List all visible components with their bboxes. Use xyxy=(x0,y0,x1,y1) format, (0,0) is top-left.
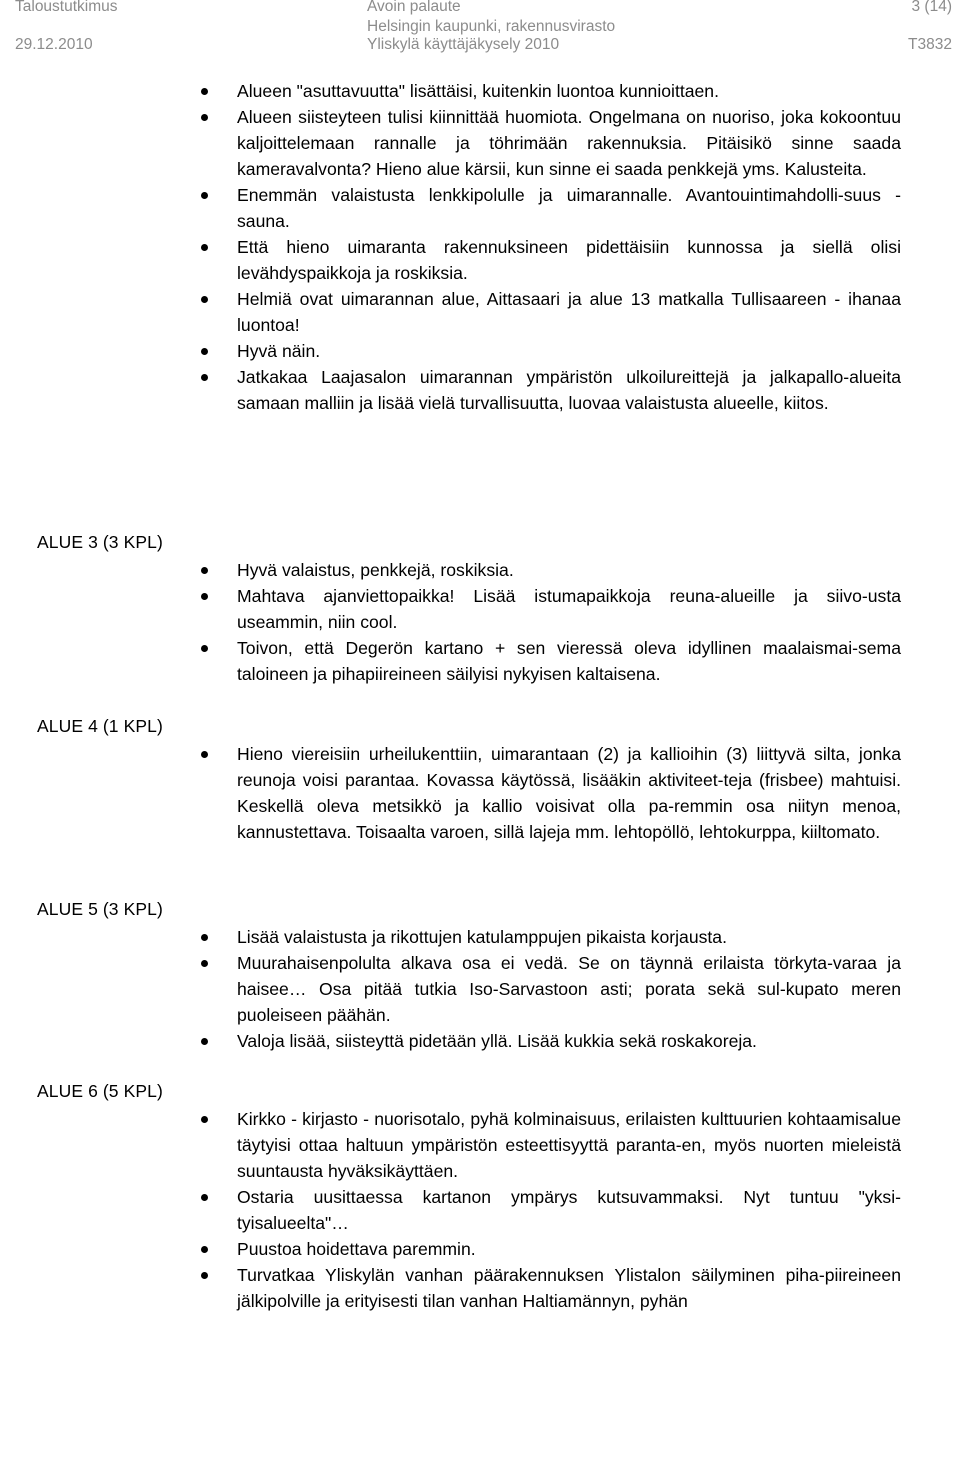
bullet-icon xyxy=(201,192,208,199)
list-item: Hyvä valaistus, penkkejä, roskiksia. xyxy=(201,557,901,583)
list-item: Kirkko - kirjasto - nuorisotalo, pyhä kolminaisuus, erilaisten kulttuurien kohtaamisalue täytyisi ottaa haltuun ympäristön esteettisyyttä paranta-en, myös nuorten mieleistä suuntausta hyväksikäyttäen. xyxy=(201,1106,901,1184)
header-date: 29.12.2010 xyxy=(15,36,93,53)
list-item: Valoja lisää, siisteyttä pidetään yllä. Lisää kukkia sekä roskakoreja. xyxy=(201,1028,901,1054)
bullet-icon xyxy=(201,1246,208,1253)
list-item: Jatkakaa Laajasalon uimarannan ympäristön ulkoilureittejä ja jalkapallo-alueita samaan malliin ja lisää vielä turvallisuutta, luovaa valaistusta alueelle, kiitos. xyxy=(201,364,901,416)
list-item: Helmiä ovat uimarannan alue, Aittasaari ja alue 13 matkalla Tullisaareen - ihanaa luontoa! xyxy=(201,286,901,338)
section-alue-5 xyxy=(201,924,901,1054)
section-alue-3 xyxy=(201,557,901,687)
bullet-icon xyxy=(201,296,208,303)
bullet-icon xyxy=(201,348,208,355)
header-title-line1: Avoin palaute xyxy=(367,0,461,15)
bullet-icon xyxy=(201,1194,208,1201)
header-survey: Yliskylä käyttäjäkysely 2010 xyxy=(367,36,560,53)
header-title xyxy=(367,0,615,38)
bullet-icon xyxy=(201,960,208,967)
bullet-icon xyxy=(201,374,208,381)
bullet-icon xyxy=(201,567,208,574)
bullet-icon xyxy=(201,1272,208,1279)
section-continued xyxy=(201,78,901,416)
bullet-icon xyxy=(201,1116,208,1123)
bullet-icon xyxy=(201,1038,208,1045)
list-item: Enemmän valaistusta lenkkipolulle ja uimarannalle. Avantouintimahdolli-suus - sauna. xyxy=(201,182,901,234)
bullet-icon xyxy=(201,244,208,251)
header-doc-code: T3832 xyxy=(908,36,952,53)
list-item: Muurahaisenpolulta alkava osa ei vedä. Se on täynnä erilaista törkyta-varaa ja haisee… Osa pitää tutkia Iso-Sarvastoon asti; porata sekä sul-kupato meren puoleiseen päähän. xyxy=(201,950,901,1028)
bullet-icon xyxy=(201,934,208,941)
bullet-icon xyxy=(201,114,208,121)
header-page-number: 3 (14) xyxy=(911,0,952,15)
list-item: Että hieno uimaranta rakennuksineen pidettäisiin kunnossa ja siellä olisi levähdyspaikkoja ja roskiksia. xyxy=(201,234,901,286)
bullet-icon xyxy=(201,593,208,600)
bullet-icon xyxy=(201,751,208,758)
list-item: Puustoa hoidettava paremmin. xyxy=(201,1236,901,1262)
list-item: Alueen "asuttavuutta" lisättäisi, kuitenkin luontoa kunnioittaen. xyxy=(201,78,901,104)
section-alue-4 xyxy=(201,741,901,845)
section-label-alue-3: ALUE 3 (3 KPL) xyxy=(37,532,163,552)
list-item: Mahtava ajanviettopaikka! Lisää istumapaikkoja reuna-alueille ja siivo-usta useammin, niin cool. xyxy=(201,583,901,635)
header-org: Taloustutkimus xyxy=(15,0,118,15)
list-item: Toivon, että Degerön kartano + sen vieressä oleva idyllinen maalaismai-sema taloineen ja pihapiireineen säilyisi nykyisen kaltaisena. xyxy=(201,635,901,687)
section-alue-6 xyxy=(201,1106,901,1314)
list-item: Hyvä näin. xyxy=(201,338,901,364)
bullet-icon xyxy=(201,645,208,652)
list-item: Ostaria uusittaessa kartanon ympärys kutsuvammaksi. Nyt tuntuu "yksi-tyisalueelta"… xyxy=(201,1184,901,1236)
list-item: Alueen siisteyteen tulisi kiinnittää huomiota. Ongelmana on nuoriso, joka kokoontuu kaljoittelemaan rannalle ja töhrimään rakennuksia. Pitäisikö sinne saada kameravalvonta? Hieno alue kärsii, kun sinne ei saada penkkejä yms. Kalusteita. xyxy=(201,104,901,182)
list-item: Hieno viereisiin urheilukenttiin, uimarantaan (2) ja kallioihin (3) liittyvä silta, jonka reunoja voisi parantaa. Kovassa käytössä, lisääkin aktiviteet-teja (frisbee) mahtuisi. Keskellä oleva metsikkö ja kallio voisivat olla pa-remmin osa niityn menoa, kannustettava. Toisaalta varoen, sillä lajeja mm. lehtopöllö, lehtokurppa, kiiltomato. xyxy=(201,741,901,845)
list-item: Lisää valaistusta ja rikottujen katulamppujen pikaista korjausta. xyxy=(201,924,901,950)
bullet-icon xyxy=(201,88,208,95)
section-label-alue-6: ALUE 6 (5 KPL) xyxy=(37,1081,163,1101)
section-label-alue-4: ALUE 4 (1 KPL) xyxy=(37,716,163,736)
section-label-alue-5: ALUE 5 (3 KPL) xyxy=(37,899,163,919)
list-item: Turvatkaa Yliskylän vanhan päärakennuksen Ylistalon säilyminen piha-piireineen jälkipolville ja erityisesti tilan vanhan Haltiamännyn, pyhän xyxy=(201,1262,901,1314)
header-title-line2: Helsingin kaupunki, rakennusvirasto xyxy=(367,18,616,35)
